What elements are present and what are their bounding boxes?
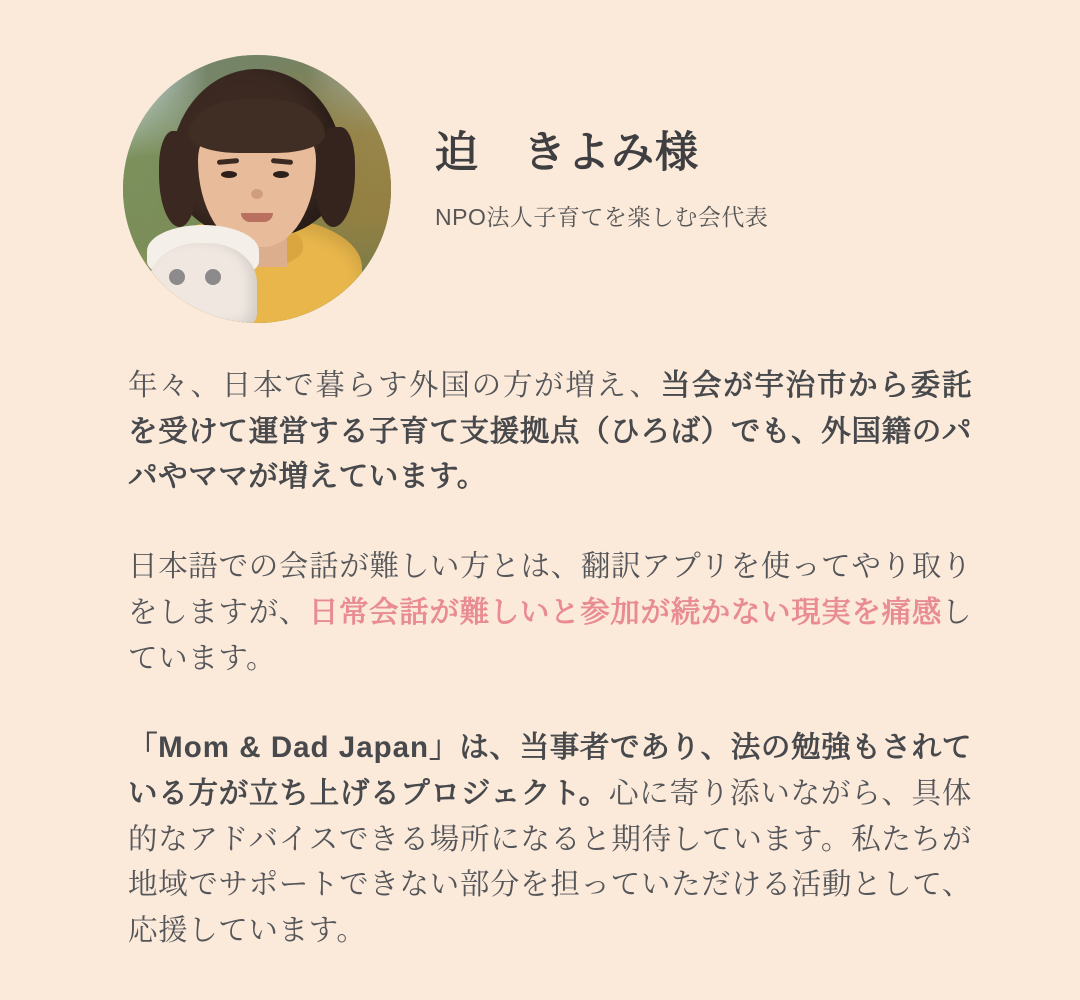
paragraph-1 <box>128 363 972 500</box>
paragraph-1-lead: 年々、日本で暮らす外国の方が増え、 <box>128 369 661 402</box>
photo-fringe <box>189 99 325 153</box>
profile-name-block <box>391 130 768 248</box>
paragraph-1-bold: 当会が宇治市から委託を受けて運営する子育て支援拠点（ひろば）でも、外国籍のパパやママが増えています。 <box>128 369 972 494</box>
paragraph-3-bold-close: 」は、当事者であり、法の勉強もされている方が立ち上げるプロジェクト。 <box>128 731 972 811</box>
photo-nose <box>251 189 263 199</box>
paragraph-3-project-name: Mom & Dad Japan <box>158 731 430 765</box>
paragraph-3-tail: 心に寄り添いながら、具体的なアドバイスできる場所になると期待しています。私たちが地域でサポートできない部分を担っていただける活動として、応援しています。 <box>128 777 973 948</box>
photo-baby <box>149 243 257 323</box>
paragraph-2-highlight: 日常会話が難しいと参加が続かない現実を痛感 <box>308 595 942 629</box>
paragraph-2-lead: 日本語での会話が難しい方とは、翻訳アプリを使ってやり取りをしますが、 <box>128 550 972 629</box>
paragraph-2 <box>128 544 972 681</box>
profile-header <box>0 0 1080 323</box>
avatar <box>123 55 391 323</box>
page-title: 迫 きよみ様 <box>435 128 699 177</box>
testimonial-body <box>0 323 1080 954</box>
photo-eye-left <box>221 171 237 178</box>
photo-eye-right <box>273 171 289 178</box>
paragraph-3-bold-open: 「 <box>128 731 159 765</box>
profile-affiliation: NPO法人子育てを楽しむ会代表 <box>435 204 769 231</box>
paragraph-2-tail: しています。 <box>128 595 972 675</box>
paragraph-3 <box>128 725 972 954</box>
photo-mouth <box>241 213 273 222</box>
